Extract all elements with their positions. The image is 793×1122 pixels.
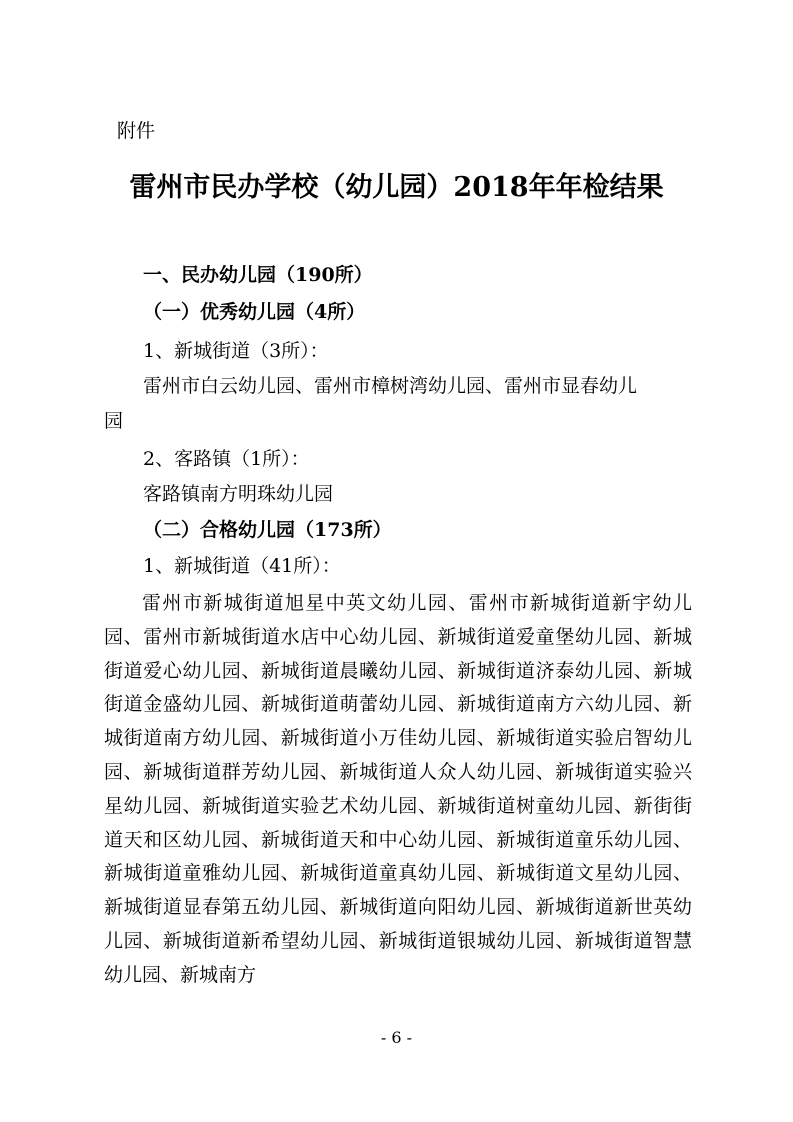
list-text-line: 客路镇南方明珠幼儿园 [143, 483, 334, 505]
page-number: - 6 - [380, 1028, 413, 1047]
list-heading-kelu: 2、客路镇（1所）： [143, 448, 310, 470]
list-text-line: 雷州市白云幼儿园、雷州市樟树湾幼儿园、雷州市显春幼儿 [143, 375, 638, 397]
page-title: 雷州市民办学校（幼儿园）2018年年检结果 [129, 172, 664, 203]
section-heading-private-kindergartens: 一、民办幼儿园（190所） [143, 264, 373, 286]
subsection-heading-qualified: （二）合格幼儿园（173所） [143, 519, 392, 541]
attachment-label: 附件 [117, 120, 156, 142]
subsection-heading-excellent: （一）优秀幼儿园（4所） [143, 301, 366, 323]
list-heading-xincheng-excellent: 1、新城街道（3所）： [143, 340, 329, 362]
kindergarten-list-paragraph: 雷州市新城街道旭星中英文幼儿园、雷州市新城街道新宇幼儿园、雷州市新城街道水店中心幼儿园、新城街道爱童堡幼儿园、新城街道爱心幼儿园、新城街道晨曦幼儿园、新城街道济泰幼儿园、新城街道金盛幼儿园、新城街道萌蕾幼儿园、新城街道南方六幼儿园、新城街道南方幼儿园、新城街道小万佳幼儿园、新城街道实验启智幼儿园、新城街道群芳幼儿园、新城街道人众人幼儿园、新城街道实验兴星幼儿园、新城街道实验艺术幼儿园、新城街道树童幼儿园、新街街道天和区幼儿园、新城街道天和中心幼儿园、新城街道童乐幼儿园、新城街道童雅幼儿园、新城街道童真幼儿园、新城街道文星幼儿园、新城街道显春第五幼儿园、新城街道向阳幼儿园、新城街道新世英幼儿园、新城街道新希望幼儿园、新城街道银城幼儿园、新城街道智慧幼儿园、新城南方 [104, 592, 692, 986]
list-heading-xincheng-qualified: 1、新城街道（41所）： [143, 555, 341, 577]
list-text-line: 园 [104, 410, 124, 432]
